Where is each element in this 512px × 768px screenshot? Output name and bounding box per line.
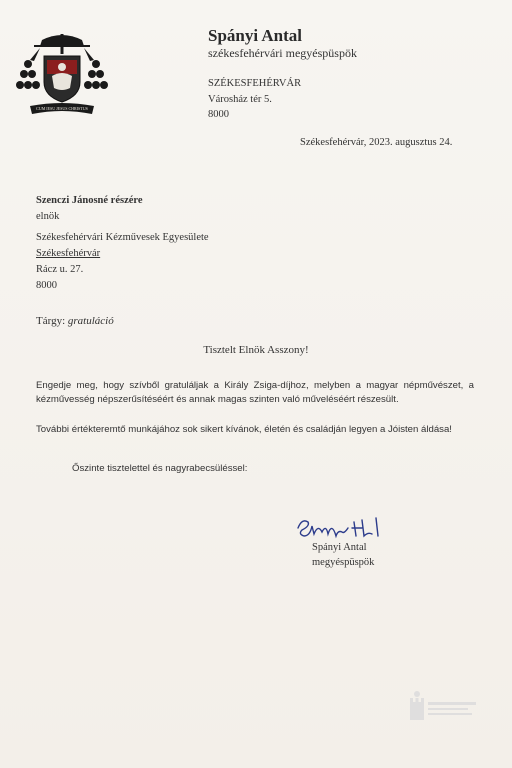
body-paragraph-2: További értékteremtő munkájához sok sikert kívánok, életén és családján legyen a Jóisten áldása! — [36, 424, 452, 435]
coat-of-arms-icon — [12, 30, 112, 120]
castle-icon — [406, 688, 482, 724]
handwritten-signature — [292, 512, 402, 542]
sender-city: SZÉKESFEHÉRVÁR — [208, 78, 302, 89]
sender-street: Városház tér 5. — [208, 93, 272, 105]
recipient-role: elnök — [36, 211, 60, 222]
recipient-city: Székesfehérvár — [36, 248, 101, 259]
letter-date: Székesfehérvár, 2023. augusztus 24. — [300, 137, 453, 148]
recipient-street: Rácz u. 27. — [36, 264, 84, 275]
signer-title: megyéspüspök — [312, 557, 375, 568]
subject-label: Tárgy: — [36, 315, 66, 327]
recipient-name: Szenczi Jánosné részére — [36, 195, 143, 206]
signer-name: Spányi Antal — [312, 542, 367, 553]
subject-value: gratuláció — [67, 315, 114, 327]
motto-text: CUM IESU JESUS CHRISTUS — [36, 106, 88, 111]
recipient-zip: 8000 — [36, 280, 57, 291]
recipient-block — [36, 193, 143, 225]
letterhead — [208, 26, 357, 61]
recipient-organization: Székesfehérvári Kézművesek Egyesülete — [36, 232, 209, 243]
body-paragraph-1: Engedje meg, hogy szívből gratuláljak a Király Zsiga-díjhoz, melyben a magyar népművészet, a kézművesség népszerűsítéséért és annak magas szinten való műveléséért részesült. — [36, 380, 474, 405]
signature-block — [312, 540, 374, 570]
watermark-logo — [406, 688, 482, 724]
salutation: Tisztelt Elnök Asszony! — [203, 344, 309, 356]
sender-title: székesfehérvári megyéspüspök — [208, 46, 357, 60]
sender-name: Spányi Antal — [208, 26, 303, 45]
sender-address — [208, 76, 301, 123]
sender-zip: 8000 — [208, 109, 229, 120]
recipient-address — [36, 230, 209, 294]
signature-icon — [292, 512, 402, 542]
subject-line — [36, 315, 114, 327]
coat-of-arms-logo — [12, 30, 112, 120]
closing-line: Őszinte tisztelettel és nagyrabecsüléssel: — [72, 463, 248, 474]
